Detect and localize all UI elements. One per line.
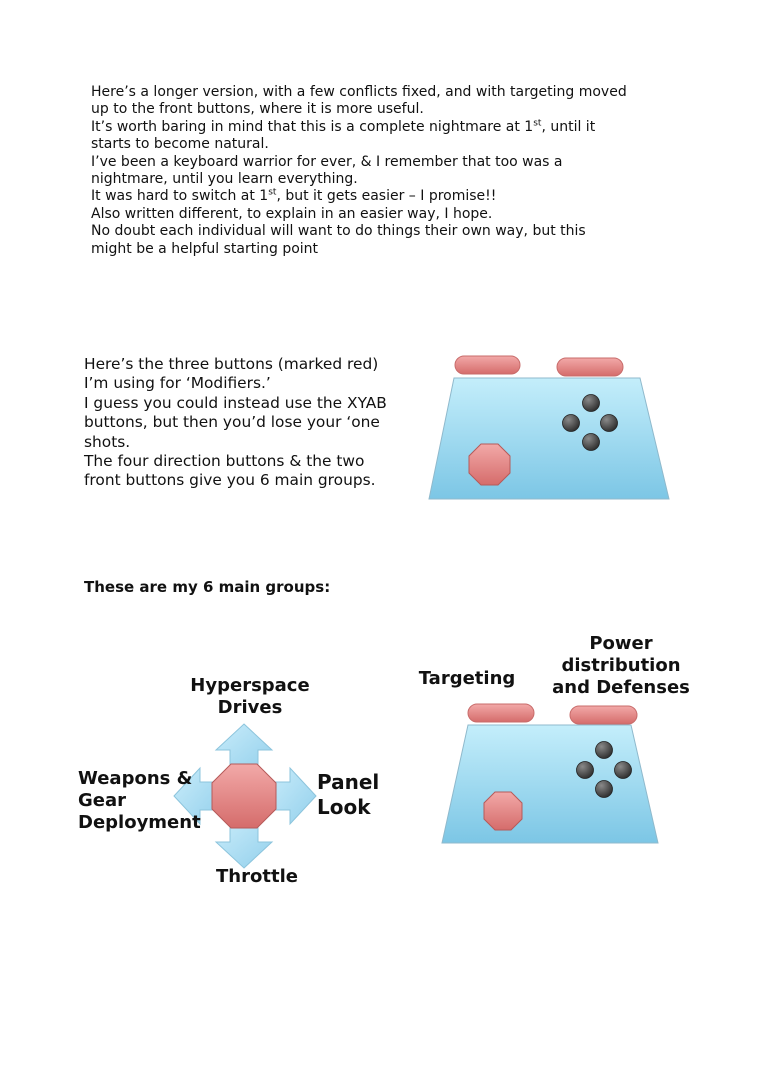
face-button-bottom: [596, 781, 613, 798]
face-button-bottom: [583, 434, 600, 451]
label-line: Drives: [217, 697, 283, 718]
intro-line-tail: , until it: [541, 118, 596, 135]
label-line: Throttle: [216, 866, 298, 887]
arrow-right-icon: [270, 768, 316, 824]
arrow-down-icon: [216, 822, 272, 868]
intro-line: No doubt each individual will want to do things their own way, but this: [91, 223, 586, 240]
face-button-right: [615, 762, 632, 779]
modifiers-line: buttons, but then you’d lose your ‘one: [84, 413, 380, 432]
label-line: Panel: [317, 770, 380, 794]
intro-line: might be a helpful starting point: [91, 240, 319, 257]
label-line: Hyperspace: [190, 675, 310, 696]
intro-line: up to the front buttons, where it is more useful.: [91, 101, 424, 118]
label-line: Look: [317, 795, 371, 819]
label-front-left: [412, 668, 522, 690]
ordinal-suffix: st: [268, 187, 277, 198]
face-button-right: [601, 415, 618, 432]
dpad-center-button: [212, 764, 276, 828]
label-line: Power: [589, 633, 653, 654]
modifiers-line: shots.: [84, 432, 131, 451]
label-line: Gear: [78, 790, 127, 811]
modifiers-line: front buttons give you 6 main groups.: [84, 471, 376, 490]
intro-line-tail: , but it gets easier – I promise!!: [276, 188, 497, 205]
modifiers-line: I’m using for ‘Modifiers.’: [84, 374, 271, 393]
label-line: distribution: [561, 655, 681, 676]
label-right: [317, 770, 397, 820]
intro-line-text: It’s worth baring in mind that this is a complete nightmare at 1: [91, 118, 534, 135]
intro-line: Also written different, to explain in an easier way, I hope.: [91, 205, 493, 222]
intro-line: I’ve been a keyboard warrior for ever, & I remember that too was a: [91, 153, 563, 170]
label-left: [78, 768, 218, 834]
intro-line: Here’s a longer version, with a few conflicts fixed, and with targeting moved: [91, 84, 627, 100]
front-button-right: [557, 358, 623, 376]
face-button-top: [596, 742, 613, 759]
intro-line-text: It was hard to switch at 1: [91, 188, 269, 205]
ordinal-suffix: st: [533, 118, 542, 129]
controller-body: [442, 725, 658, 843]
label-line: Deployment: [78, 812, 201, 833]
face-button-left: [563, 415, 580, 432]
controller-body: [429, 378, 669, 499]
label-line: Weapons &: [78, 768, 193, 789]
modifiers-line: Here’s the three buttons (marked red): [84, 355, 379, 373]
label-up: [170, 675, 330, 719]
label-line: and Defenses: [552, 677, 690, 698]
front-button-left: [455, 356, 520, 374]
intro-line: starts to become natural.: [91, 136, 269, 153]
modifiers-line: I guess you could instead use the XYAB: [84, 393, 387, 412]
groups-heading: These are my 6 main groups:: [84, 578, 331, 596]
intro-line: nightmare, until you learn everything.: [91, 171, 358, 188]
label-front-right: [540, 633, 702, 699]
modifiers-line: The four direction buttons & the two: [84, 452, 365, 471]
front-button-right: [570, 706, 637, 724]
face-button-left: [577, 762, 594, 779]
label-line: Targeting: [418, 668, 516, 689]
face-button-top: [583, 395, 600, 412]
arrow-up-icon: [216, 724, 272, 770]
front-button-left: [468, 704, 534, 722]
dpad-button: [469, 444, 510, 485]
dpad-button: [484, 792, 522, 830]
label-down: [192, 866, 322, 888]
